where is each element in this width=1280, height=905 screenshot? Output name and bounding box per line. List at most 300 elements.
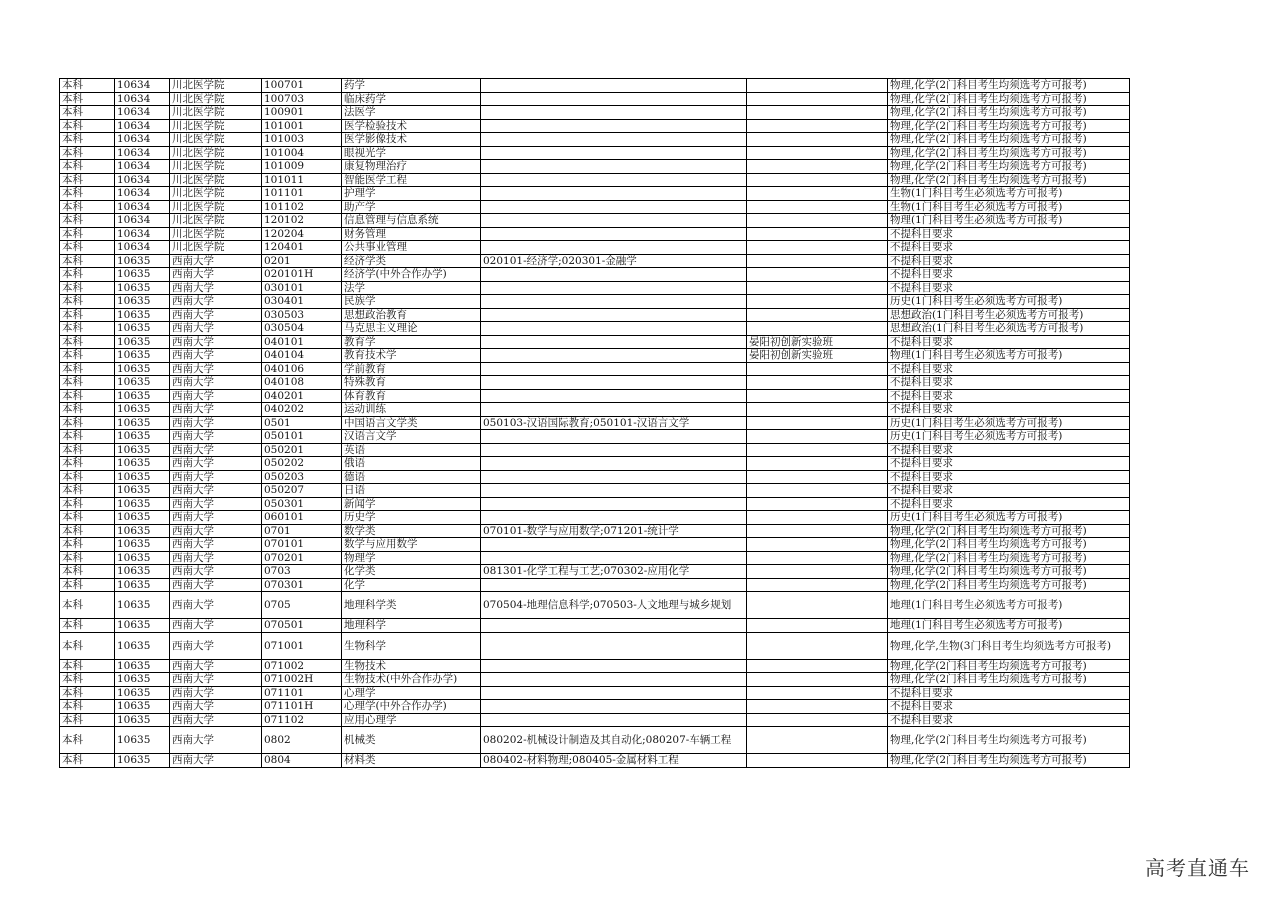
cell-major-code: 070101: [262, 538, 342, 552]
cell-major-name: 日语: [342, 484, 481, 498]
cell-included-majors: [481, 403, 747, 417]
cell-included-majors: [481, 673, 747, 687]
cell-level: 本科: [60, 119, 115, 133]
table-row: [60, 457, 1130, 471]
cell-level: 本科: [60, 295, 115, 309]
cell-school-code: 10635: [115, 619, 170, 633]
cell-included-majors: [481, 173, 747, 187]
cell-level: 本科: [60, 173, 115, 187]
cell-note: [747, 470, 888, 484]
cell-note: [747, 106, 888, 120]
cell-subject-requirement: 历史(1门科目考生必须选考方可报考): [888, 416, 1130, 430]
table-row: [60, 754, 1130, 768]
cell-school-name: 西南大学: [170, 673, 262, 687]
cell-school-code: 10635: [115, 295, 170, 309]
cell-major-code: 0501: [262, 416, 342, 430]
cell-school-name: 西南大学: [170, 565, 262, 579]
cell-major-name: 心理学(中外合作办学): [342, 700, 481, 714]
cell-major-code: 050202: [262, 457, 342, 471]
cell-school-code: 10635: [115, 389, 170, 403]
table-row: [60, 349, 1130, 363]
cell-note: [747, 362, 888, 376]
cell-major-code: 040104: [262, 349, 342, 363]
cell-note: [747, 146, 888, 160]
cell-major-name: 地理科学类: [342, 592, 481, 619]
cell-level: 本科: [60, 133, 115, 147]
cell-note: [747, 389, 888, 403]
cell-major-code: 030101: [262, 281, 342, 295]
cell-school-name: 西南大学: [170, 713, 262, 727]
cell-school-code: 10635: [115, 727, 170, 754]
cell-note: [747, 160, 888, 174]
cell-major-code: 101004: [262, 146, 342, 160]
cell-major-code: 0802: [262, 727, 342, 754]
table-row: [60, 241, 1130, 255]
cell-included-majors: [481, 214, 747, 228]
cell-subject-requirement: 不提科目要求: [888, 686, 1130, 700]
cell-school-code: 10635: [115, 700, 170, 714]
cell-major-name: 财务管理: [342, 227, 481, 241]
cell-major-code: 100901: [262, 106, 342, 120]
cell-major-code: 030503: [262, 308, 342, 322]
cell-major-name: 经济学类: [342, 254, 481, 268]
cell-school-name: 西南大学: [170, 538, 262, 552]
cell-school-name: 西南大学: [170, 268, 262, 282]
cell-subject-requirement: 思想政治(1门科目考生必须选考方可报考): [888, 322, 1130, 336]
table-row: [60, 430, 1130, 444]
cell-note: [747, 511, 888, 525]
cell-major-code: 101003: [262, 133, 342, 147]
cell-level: 本科: [60, 673, 115, 687]
cell-level: 本科: [60, 754, 115, 768]
cell-note: [747, 659, 888, 673]
table-row: [60, 281, 1130, 295]
cell-level: 本科: [60, 376, 115, 390]
table-row: [60, 92, 1130, 106]
cell-school-name: 西南大学: [170, 484, 262, 498]
cell-school-code: 10635: [115, 268, 170, 282]
cell-subject-requirement: 历史(1门科目考生必须选考方可报考): [888, 430, 1130, 444]
cell-level: 本科: [60, 146, 115, 160]
cell-major-name: 特殊教育: [342, 376, 481, 390]
cell-level: 本科: [60, 430, 115, 444]
cell-included-majors: [481, 92, 747, 106]
cell-included-majors: [481, 241, 747, 255]
cell-included-majors: [481, 376, 747, 390]
cell-note: [747, 673, 888, 687]
cell-subject-requirement: 物理,化学(2门科目考生均须选考方可报考): [888, 173, 1130, 187]
cell-school-name: 西南大学: [170, 470, 262, 484]
cell-level: 本科: [60, 160, 115, 174]
cell-included-majors: 070101-数学与应用数学;071201-统计学: [481, 524, 747, 538]
cell-school-name: 川北医学院: [170, 79, 262, 93]
cell-subject-requirement: 不提科目要求: [888, 389, 1130, 403]
cell-school-code: 10634: [115, 187, 170, 201]
cell-subject-requirement: 不提科目要求: [888, 268, 1130, 282]
cell-subject-requirement: 不提科目要求: [888, 470, 1130, 484]
watermark-text: 高考直通车: [1145, 856, 1250, 880]
cell-included-majors: [481, 484, 747, 498]
cell-included-majors: [481, 619, 747, 633]
cell-school-code: 10634: [115, 160, 170, 174]
cell-school-name: 川北医学院: [170, 241, 262, 255]
table-row: [60, 295, 1130, 309]
cell-major-code: 070201: [262, 551, 342, 565]
table-row: [60, 538, 1130, 552]
cell-included-majors: [481, 335, 747, 349]
cell-included-majors: [481, 308, 747, 322]
cell-school-name: 川北医学院: [170, 146, 262, 160]
cell-school-code: 10635: [115, 430, 170, 444]
table-row: [60, 686, 1130, 700]
cell-level: 本科: [60, 389, 115, 403]
cell-school-code: 10635: [115, 335, 170, 349]
cell-school-name: 川北医学院: [170, 214, 262, 228]
cell-subject-requirement: 不提科目要求: [888, 700, 1130, 714]
cell-school-name: 川北医学院: [170, 133, 262, 147]
cell-level: 本科: [60, 511, 115, 525]
cell-major-name: 汉语言文学: [342, 430, 481, 444]
cell-note: [747, 538, 888, 552]
cell-note: [747, 214, 888, 228]
table-row: [60, 322, 1130, 336]
cell-major-name: 物理学: [342, 551, 481, 565]
cell-school-name: 西南大学: [170, 551, 262, 565]
cell-major-name: 历史学: [342, 511, 481, 525]
table-row: [60, 497, 1130, 511]
cell-school-name: 西南大学: [170, 335, 262, 349]
cell-school-code: 10634: [115, 241, 170, 255]
cell-major-code: 050301: [262, 497, 342, 511]
cell-major-name: 公共事业管理: [342, 241, 481, 255]
cell-included-majors: [481, 119, 747, 133]
cell-level: 本科: [60, 214, 115, 228]
cell-subject-requirement: 物理,化学,生物(3门科目考生均须选考方可报考): [888, 632, 1130, 659]
cell-level: 本科: [60, 403, 115, 417]
table-row: [60, 200, 1130, 214]
table-row: [60, 565, 1130, 579]
table-row: [60, 632, 1130, 659]
cell-major-code: 071102: [262, 713, 342, 727]
cell-major-name: 医学检验技术: [342, 119, 481, 133]
table-row: [60, 268, 1130, 282]
cell-school-code: 10635: [115, 632, 170, 659]
cell-major-code: 120204: [262, 227, 342, 241]
cell-note: [747, 484, 888, 498]
cell-level: 本科: [60, 538, 115, 552]
cell-major-name: 教育学: [342, 335, 481, 349]
cell-included-majors: [481, 146, 747, 160]
cell-major-name: 德语: [342, 470, 481, 484]
cell-note: [747, 133, 888, 147]
cell-major-name: 生物技术: [342, 659, 481, 673]
cell-level: 本科: [60, 578, 115, 592]
cell-school-name: 西南大学: [170, 457, 262, 471]
cell-level: 本科: [60, 200, 115, 214]
table-row: [60, 727, 1130, 754]
cell-included-majors: [481, 227, 747, 241]
cell-school-code: 10635: [115, 713, 170, 727]
table-row: [60, 146, 1130, 160]
table-row: [60, 173, 1130, 187]
cell-school-code: 10635: [115, 349, 170, 363]
cell-level: 本科: [60, 632, 115, 659]
table-row: [60, 133, 1130, 147]
cell-level: 本科: [60, 551, 115, 565]
cell-level: 本科: [60, 497, 115, 511]
cell-included-majors: [481, 578, 747, 592]
cell-major-name: 学前教育: [342, 362, 481, 376]
table-row: [60, 254, 1130, 268]
cell-school-name: 西南大学: [170, 295, 262, 309]
cell-subject-requirement: 物理,化学(2门科目考生均须选考方可报考): [888, 524, 1130, 538]
cell-major-name: 民族学: [342, 295, 481, 309]
cell-note: 晏阳初创新实验班: [747, 335, 888, 349]
cell-note: [747, 308, 888, 322]
cell-major-code: 071001: [262, 632, 342, 659]
cell-school-name: 西南大学: [170, 281, 262, 295]
cell-level: 本科: [60, 659, 115, 673]
cell-school-code: 10634: [115, 106, 170, 120]
table-row: [60, 524, 1130, 538]
cell-major-code: 060101: [262, 511, 342, 525]
cell-subject-requirement: 不提科目要求: [888, 241, 1130, 255]
cell-note: [747, 700, 888, 714]
table-row: [60, 592, 1130, 619]
cell-level: 本科: [60, 254, 115, 268]
table-row: [60, 376, 1130, 390]
cell-school-code: 10634: [115, 79, 170, 93]
cell-note: [747, 443, 888, 457]
cell-major-name: 思想政治教育: [342, 308, 481, 322]
cell-included-majors: [481, 538, 747, 552]
cell-major-code: 101102: [262, 200, 342, 214]
cell-subject-requirement: 地理(1门科目考生必须选考方可报考): [888, 592, 1130, 619]
cell-included-majors: 050103-汉语国际教育;050101-汉语言文学: [481, 416, 747, 430]
cell-subject-requirement: 不提科目要求: [888, 403, 1130, 417]
cell-major-code: 0705: [262, 592, 342, 619]
cell-major-code: 120401: [262, 241, 342, 255]
table-row: [60, 470, 1130, 484]
cell-major-code: 101011: [262, 173, 342, 187]
cell-school-code: 10635: [115, 376, 170, 390]
cell-level: 本科: [60, 686, 115, 700]
cell-included-majors: [481, 106, 747, 120]
table-row: [60, 484, 1130, 498]
cell-major-name: 英语: [342, 443, 481, 457]
cell-school-name: 西南大学: [170, 632, 262, 659]
cell-major-code: 070301: [262, 578, 342, 592]
cell-note: [747, 281, 888, 295]
cell-level: 本科: [60, 92, 115, 106]
table-row: [60, 79, 1130, 93]
cell-note: [747, 686, 888, 700]
cell-school-name: 川北医学院: [170, 173, 262, 187]
cell-school-name: 西南大学: [170, 686, 262, 700]
cell-school-name: 西南大学: [170, 754, 262, 768]
cell-included-majors: 080402-材料物理;080405-金属材料工程: [481, 754, 747, 768]
cell-subject-requirement: 物理,化学(2门科目考生均须选考方可报考): [888, 79, 1130, 93]
cell-included-majors: [481, 187, 747, 201]
table-row: [60, 416, 1130, 430]
cell-major-code: 101001: [262, 119, 342, 133]
cell-major-name: 临床药学: [342, 92, 481, 106]
cell-level: 本科: [60, 565, 115, 579]
cell-major-code: 040108: [262, 376, 342, 390]
cell-note: [747, 727, 888, 754]
cell-school-name: 西南大学: [170, 578, 262, 592]
cell-included-majors: [481, 430, 747, 444]
table-row: [60, 119, 1130, 133]
cell-note: [747, 200, 888, 214]
cell-major-code: 050201: [262, 443, 342, 457]
cell-major-code: 100701: [262, 79, 342, 93]
cell-major-name: 数学类: [342, 524, 481, 538]
cell-major-name: 中国语言文学类: [342, 416, 481, 430]
cell-major-code: 071002: [262, 659, 342, 673]
cell-note: [747, 565, 888, 579]
cell-major-code: 120102: [262, 214, 342, 228]
cell-subject-requirement: 生物(1门科目考生必须选考方可报考): [888, 200, 1130, 214]
cell-school-name: 西南大学: [170, 443, 262, 457]
cell-subject-requirement: 不提科目要求: [888, 443, 1130, 457]
cell-school-name: 西南大学: [170, 497, 262, 511]
cell-school-name: 川北医学院: [170, 92, 262, 106]
cell-school-name: 西南大学: [170, 700, 262, 714]
cell-level: 本科: [60, 619, 115, 633]
cell-note: [747, 619, 888, 633]
table-row: [60, 551, 1130, 565]
cell-school-name: 西南大学: [170, 349, 262, 363]
cell-subject-requirement: 物理,化学(2门科目考生均须选考方可报考): [888, 92, 1130, 106]
cell-level: 本科: [60, 322, 115, 336]
cell-included-majors: [481, 659, 747, 673]
cell-note: [747, 241, 888, 255]
cell-school-code: 10635: [115, 403, 170, 417]
cell-note: [747, 92, 888, 106]
cell-note: [747, 173, 888, 187]
cell-subject-requirement: 物理,化学(2门科目考生均须选考方可报考): [888, 146, 1130, 160]
table-row: [60, 106, 1130, 120]
cell-included-majors: [481, 362, 747, 376]
cell-included-majors: [481, 497, 747, 511]
cell-level: 本科: [60, 79, 115, 93]
cell-level: 本科: [60, 470, 115, 484]
cell-subject-requirement: 历史(1门科目考生必须选考方可报考): [888, 295, 1130, 309]
cell-school-code: 10634: [115, 119, 170, 133]
cell-school-name: 西南大学: [170, 659, 262, 673]
cell-major-code: 101009: [262, 160, 342, 174]
cell-school-code: 10635: [115, 457, 170, 471]
cell-major-name: 药学: [342, 79, 481, 93]
cell-note: [747, 268, 888, 282]
cell-level: 本科: [60, 335, 115, 349]
cell-school-code: 10635: [115, 659, 170, 673]
table-row: [60, 511, 1130, 525]
cell-note: [747, 295, 888, 309]
cell-major-code: 040106: [262, 362, 342, 376]
table-row: [60, 389, 1130, 403]
cell-school-name: 西南大学: [170, 592, 262, 619]
cell-school-name: 川北医学院: [170, 200, 262, 214]
cell-major-code: 0804: [262, 754, 342, 768]
cell-major-name: 经济学(中外合作办学): [342, 268, 481, 282]
cell-included-majors: [481, 160, 747, 174]
cell-note: [747, 254, 888, 268]
cell-school-name: 西南大学: [170, 362, 262, 376]
cell-level: 本科: [60, 484, 115, 498]
cell-major-name: 俄语: [342, 457, 481, 471]
cell-included-majors: [481, 632, 747, 659]
admission-requirements-table: [59, 78, 1130, 768]
cell-subject-requirement: 生物(1门科目考生必须选考方可报考): [888, 187, 1130, 201]
cell-included-majors: [481, 443, 747, 457]
cell-school-code: 10634: [115, 92, 170, 106]
table-row: [60, 443, 1130, 457]
cell-included-majors: [481, 713, 747, 727]
cell-subject-requirement: 物理(1门科目考生必须选考方可报考): [888, 214, 1130, 228]
cell-major-name: 体育教育: [342, 389, 481, 403]
cell-school-name: 西南大学: [170, 403, 262, 417]
cell-level: 本科: [60, 268, 115, 282]
cell-major-code: 030401: [262, 295, 342, 309]
cell-school-code: 10635: [115, 362, 170, 376]
cell-school-name: 川北医学院: [170, 160, 262, 174]
cell-major-name: 化学: [342, 578, 481, 592]
cell-major-name: 信息管理与信息系统: [342, 214, 481, 228]
cell-school-code: 10635: [115, 551, 170, 565]
cell-major-name: 生物技术(中外合作办学): [342, 673, 481, 687]
cell-school-name: 西南大学: [170, 308, 262, 322]
cell-subject-requirement: 物理(1门科目考生必须选考方可报考): [888, 349, 1130, 363]
cell-school-code: 10635: [115, 254, 170, 268]
cell-note: [747, 227, 888, 241]
cell-school-name: 西南大学: [170, 254, 262, 268]
cell-level: 本科: [60, 592, 115, 619]
cell-note: [747, 79, 888, 93]
cell-school-code: 10635: [115, 565, 170, 579]
cell-major-code: 020101H: [262, 268, 342, 282]
cell-subject-requirement: 物理,化学(2门科目考生均须选考方可报考): [888, 727, 1130, 754]
cell-included-majors: [481, 511, 747, 525]
cell-level: 本科: [60, 241, 115, 255]
cell-school-code: 10634: [115, 146, 170, 160]
cell-major-code: 040201: [262, 389, 342, 403]
cell-major-code: 071002H: [262, 673, 342, 687]
cell-note: [747, 457, 888, 471]
cell-major-name: 助产学: [342, 200, 481, 214]
cell-school-code: 10634: [115, 200, 170, 214]
cell-major-name: 马克思主义理论: [342, 322, 481, 336]
cell-major-name: 康复物理治疗: [342, 160, 481, 174]
cell-major-code: 030504: [262, 322, 342, 336]
cell-major-name: 机械类: [342, 727, 481, 754]
cell-major-name: 化学类: [342, 565, 481, 579]
table-row: [60, 227, 1130, 241]
cell-major-code: 0201: [262, 254, 342, 268]
cell-included-majors: [481, 133, 747, 147]
cell-major-name: 法学: [342, 281, 481, 295]
cell-subject-requirement: 物理,化学(2门科目考生均须选考方可报考): [888, 133, 1130, 147]
cell-school-name: 川北医学院: [170, 106, 262, 120]
table-row: [60, 362, 1130, 376]
cell-note: [747, 713, 888, 727]
cell-school-code: 10634: [115, 173, 170, 187]
cell-school-name: 西南大学: [170, 430, 262, 444]
cell-subject-requirement: 物理,化学(2门科目考生均须选考方可报考): [888, 659, 1130, 673]
cell-school-code: 10635: [115, 578, 170, 592]
cell-school-name: 川北医学院: [170, 187, 262, 201]
